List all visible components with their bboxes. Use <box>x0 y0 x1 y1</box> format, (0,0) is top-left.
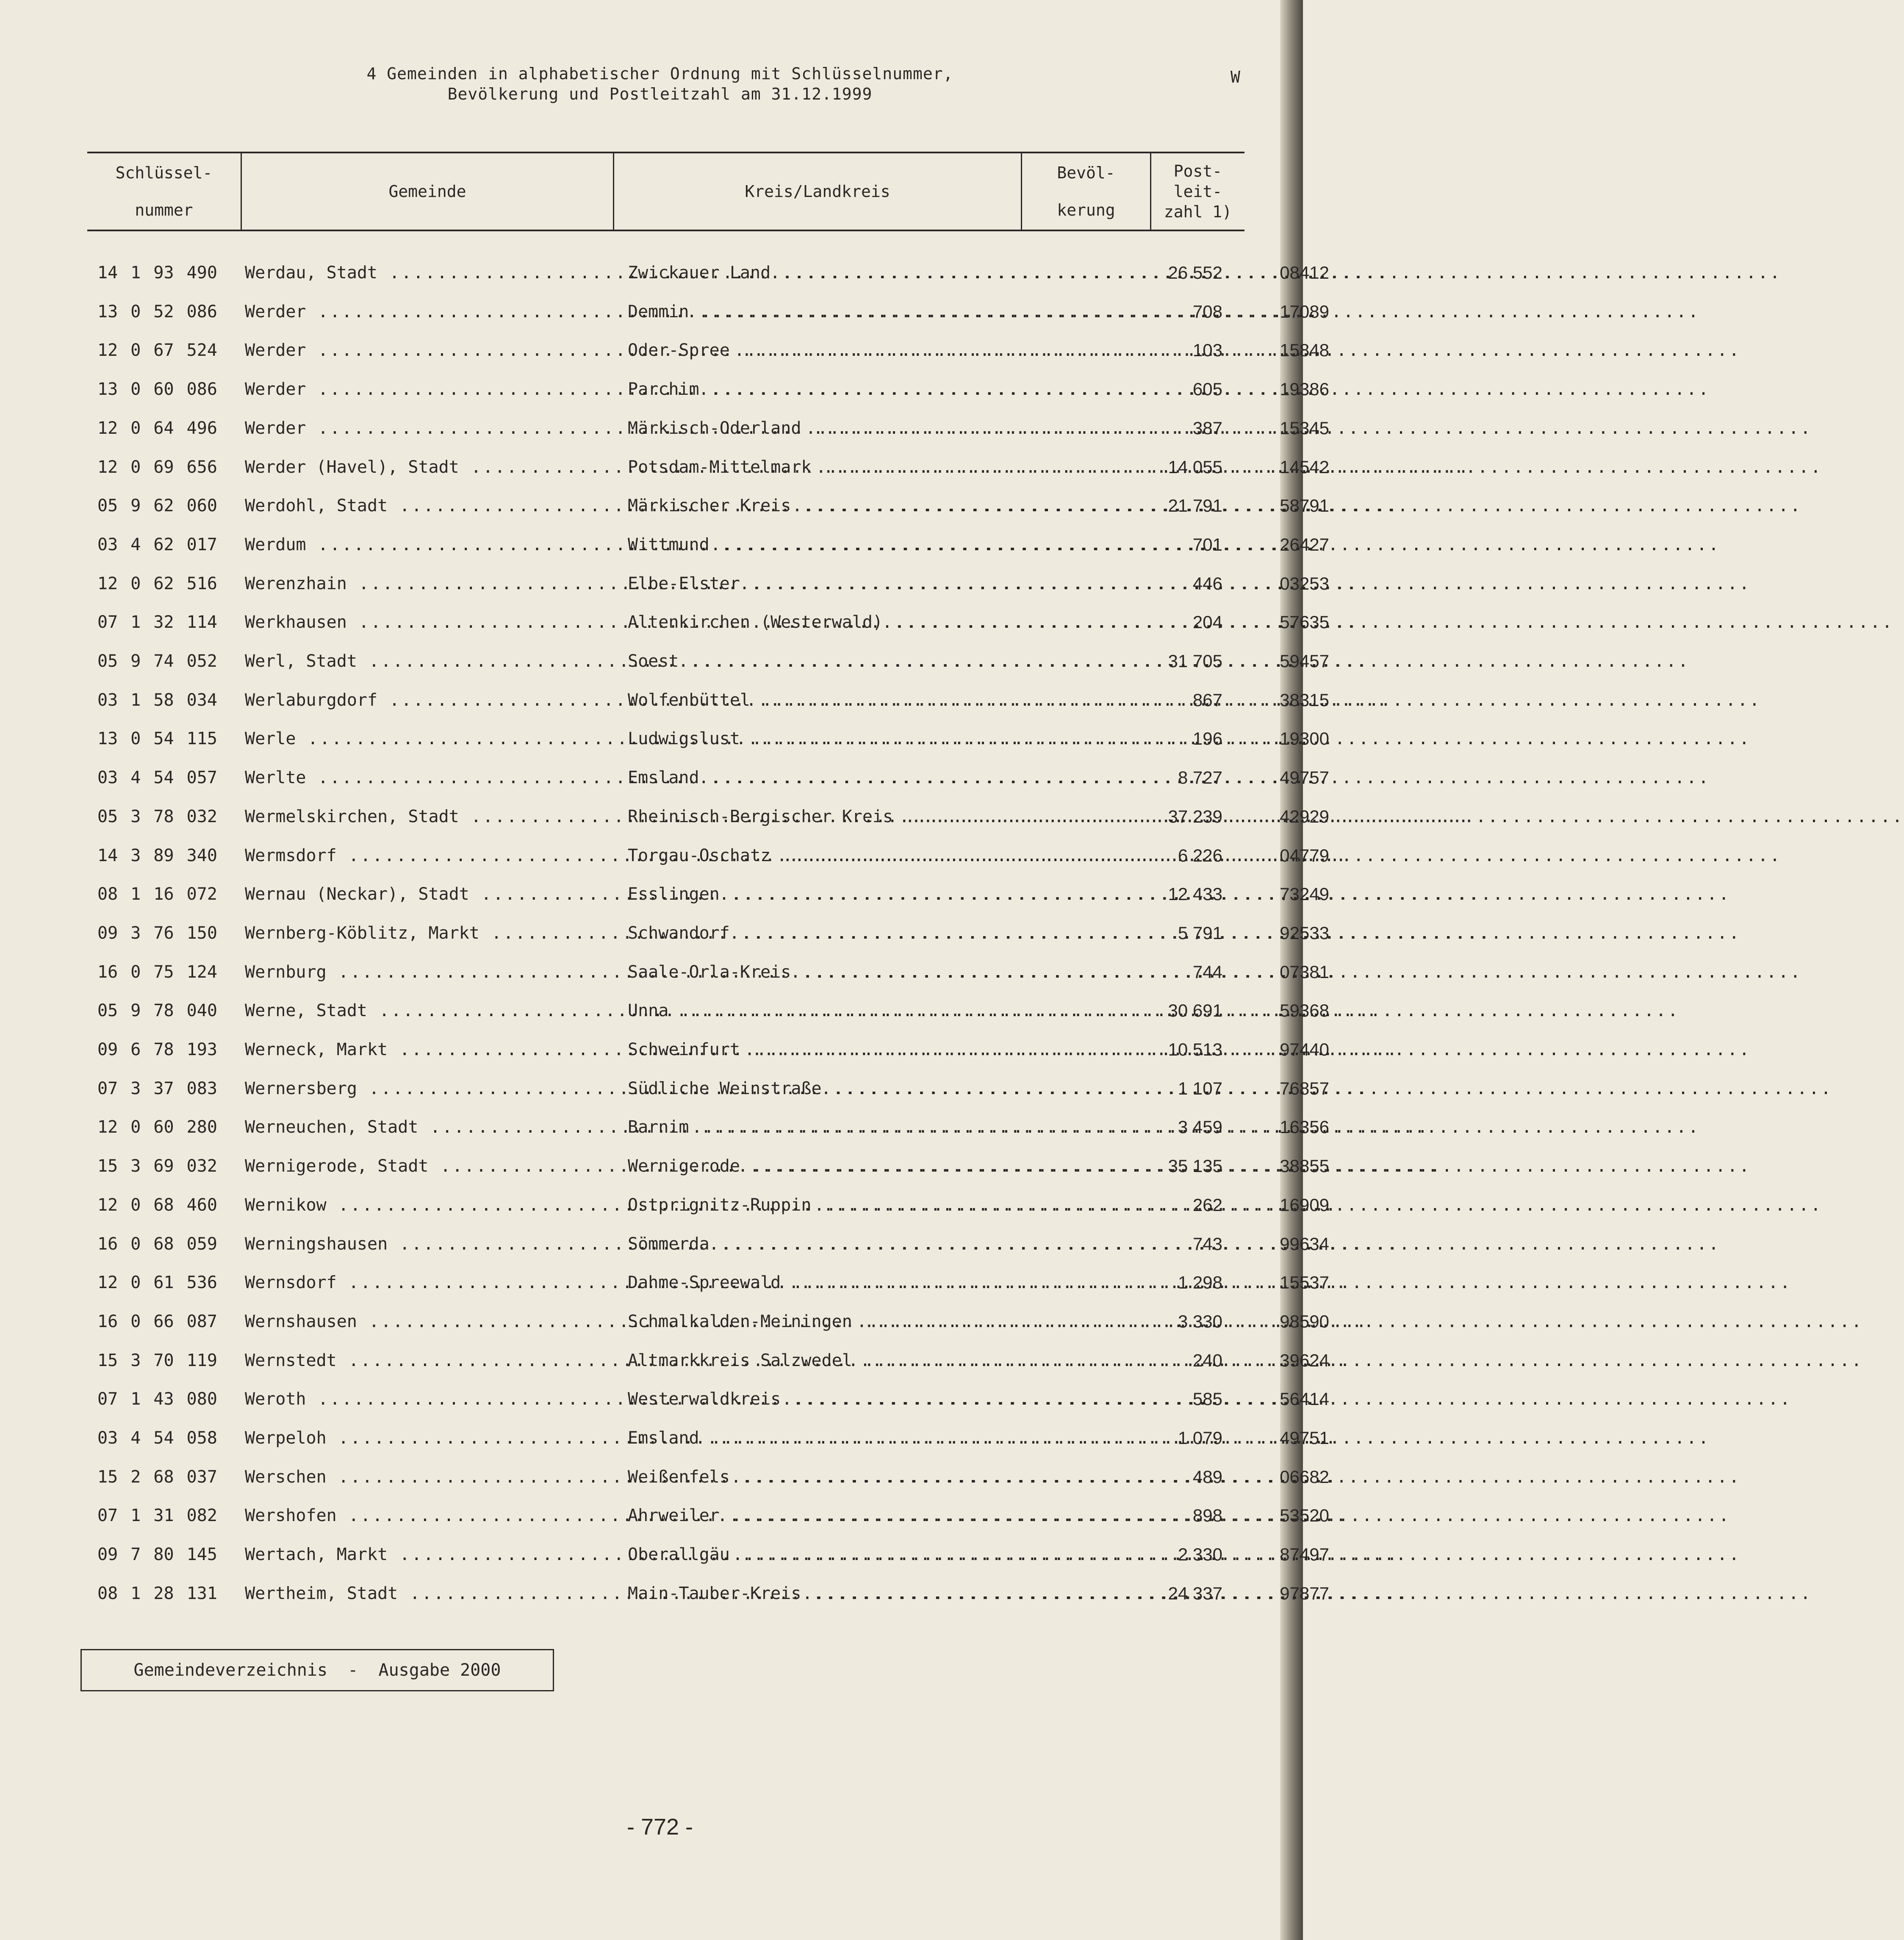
kreis-cell: Westerwaldkreis ..... <box>628 1380 1098 1419</box>
postcode-cell: 97440 <box>1280 1039 1329 1059</box>
name-cell: Werlaburgdorf ..... <box>245 681 596 720</box>
population-cell: 103 <box>1192 340 1222 360</box>
key-cell: 13 0 60 086 <box>97 380 217 399</box>
kreis-cell: Schmalkalden-Meiningen ..... <box>628 1302 1098 1341</box>
population-cell: 605 <box>1192 379 1222 399</box>
key-cell: 03 1 58 034 <box>97 690 217 710</box>
key-cell: 12 0 67 524 <box>97 341 217 360</box>
key-cell: 15 2 68 037 <box>97 1467 217 1487</box>
name-cell: Wernau (Neckar), Stadt ..... <box>245 875 596 914</box>
postcode-cell: 15345 <box>1280 418 1329 438</box>
population-cell: 10 513 <box>1168 1039 1222 1059</box>
population-cell: 743 <box>1192 1233 1222 1254</box>
kreis-cell: Zwickauer Land ..... <box>628 253 1098 292</box>
kreis-cell: Parchim ..... <box>628 370 1098 409</box>
kreis-cell: Altenkirchen (Westerwald) ..... <box>628 603 1098 642</box>
kreis-cell: Torgau-Oschatz ..... <box>628 836 1098 875</box>
population-cell: 2 330 <box>1178 1544 1222 1565</box>
name-cell: Wernersberg ..... <box>245 1069 596 1108</box>
postcode-cell: 87497 <box>1280 1544 1329 1565</box>
postcode-cell: 58791 <box>1280 496 1329 516</box>
kreis-cell: Soest ..... <box>628 642 1098 681</box>
table-row <box>87 370 1329 409</box>
table-row <box>87 758 1329 797</box>
postcode-cell: 03253 <box>1280 573 1329 593</box>
table-row <box>87 991 1329 1030</box>
table-row <box>87 1535 1329 1574</box>
kreis-cell: Rheinisch-Bergischer Kreis ..... <box>628 797 1098 836</box>
key-cell: 09 3 76 150 <box>97 923 217 943</box>
table-row <box>87 448 1329 487</box>
name-cell: Wernburg ..... <box>245 953 596 992</box>
population-cell: 35 135 <box>1168 1156 1222 1176</box>
table-row <box>87 953 1329 992</box>
table-row <box>87 564 1329 603</box>
name-cell: Werdau, Stadt ..... <box>245 253 596 292</box>
postcode-cell: 49757 <box>1280 768 1329 788</box>
table-row <box>87 875 1329 914</box>
key-cell: 13 0 52 086 <box>97 302 217 321</box>
table-row <box>87 1069 1329 1108</box>
kreis-cell: Demmin ..... <box>628 292 1098 331</box>
table-row <box>87 253 1329 292</box>
key-cell: 05 9 74 052 <box>97 651 217 671</box>
key-cell: 15 3 70 119 <box>97 1350 217 1370</box>
name-cell: Wernikow ..... <box>245 1186 596 1225</box>
population-cell: 3 459 <box>1178 1117 1222 1137</box>
table-row <box>87 486 1329 525</box>
postcode-cell: 38315 <box>1280 690 1329 710</box>
postcode-cell: 26427 <box>1280 534 1329 554</box>
kreis-cell: Elbe-Elster ..... <box>628 564 1098 603</box>
postcode-cell: 56414 <box>1280 1389 1329 1409</box>
page-number: - 772 - <box>626 1814 693 1840</box>
population-cell: 708 <box>1192 301 1222 321</box>
name-cell: Werlte ..... <box>245 758 596 797</box>
population-cell: 1 298 <box>1178 1272 1222 1293</box>
kreis-cell: Märkischer Kreis ..... <box>628 486 1098 525</box>
population-cell: 14 055 <box>1168 457 1222 477</box>
key-cell: 09 7 80 145 <box>97 1545 217 1565</box>
name-cell: Wernberg-Köblitz, Markt ..... <box>245 914 596 953</box>
table-row <box>87 409 1329 448</box>
section-letter: W <box>1231 68 1240 86</box>
postcode-cell: 19300 <box>1280 729 1329 749</box>
header-line-2: Bevölkerung und Postleitzahl am 31.12.1999 <box>447 85 873 103</box>
name-cell: Wernigerode, Stadt ..... <box>245 1147 596 1186</box>
name-cell: Werder ..... <box>245 370 596 409</box>
name-cell: Werder ..... <box>245 331 596 370</box>
postcode-cell: 59457 <box>1280 651 1329 671</box>
kreis-cell: Unna ..... <box>628 991 1098 1030</box>
col-plz-header: Post- leit- zahl 1) <box>1164 162 1232 221</box>
kreis-cell: Potsdam-Mittelmark ..... <box>628 448 1098 487</box>
postcode-cell: 59368 <box>1280 1000 1329 1021</box>
postcode-cell: 08412 <box>1280 263 1329 283</box>
table-row <box>87 1419 1329 1458</box>
name-cell: Werdohl, Stadt ..... <box>245 486 596 525</box>
col-kreis-header: Kreis/Landkreis <box>745 182 890 201</box>
key-cell: 07 1 32 114 <box>97 612 217 632</box>
name-cell: Wermelskirchen, Stadt ..... <box>245 797 596 836</box>
kreis-cell: Esslingen ..... <box>628 875 1098 914</box>
table-row <box>87 1341 1329 1380</box>
table-header <box>87 152 1244 231</box>
key-cell: 15 3 69 032 <box>97 1156 217 1176</box>
table-row <box>87 914 1329 953</box>
postcode-cell: 15848 <box>1280 340 1329 360</box>
population-cell: 898 <box>1192 1505 1222 1526</box>
kreis-cell: Saale-Orla-Kreis ..... <box>628 953 1098 992</box>
key-cell: 07 1 43 080 <box>97 1389 217 1409</box>
population-cell: 21 791 <box>1168 496 1222 516</box>
footer-edition-box: Gemeindeverzeichnis - Ausgabe 2000 <box>80 1649 554 1691</box>
population-cell: 26 552 <box>1168 263 1222 283</box>
key-cell: 12 0 60 280 <box>97 1117 217 1137</box>
table-row <box>87 1108 1329 1147</box>
name-cell: Werder (Havel), Stadt ..... <box>245 448 596 487</box>
kreis-cell: Wittmund ..... <box>628 525 1098 564</box>
table-row <box>87 1030 1329 1069</box>
postcode-cell: 99634 <box>1280 1233 1329 1254</box>
table-row <box>87 1380 1329 1419</box>
population-cell: 12 433 <box>1168 884 1222 904</box>
postcode-cell: 92533 <box>1280 923 1329 943</box>
key-cell: 03 4 54 058 <box>97 1428 217 1448</box>
table-row <box>87 1458 1329 1497</box>
population-cell: 30 691 <box>1168 1000 1222 1021</box>
table-row <box>87 1496 1329 1535</box>
kreis-cell: Main-Tauber-Kreis ..... <box>628 1574 1098 1613</box>
kreis-cell: Emsland ..... <box>628 758 1098 797</box>
population-cell: 240 <box>1192 1350 1222 1370</box>
kreis-cell: Ahrweiler ..... <box>628 1496 1098 1535</box>
kreis-cell: Altmarkkreis Salzwedel ..... <box>628 1341 1098 1380</box>
table-row <box>87 719 1329 758</box>
population-cell: 446 <box>1192 573 1222 593</box>
kreis-cell: Schwandorf ..... <box>628 914 1098 953</box>
kreis-cell: Ludwigslust ..... <box>628 719 1098 758</box>
key-cell: 03 4 54 057 <box>97 768 217 788</box>
kreis-cell: Barnim ..... <box>628 1108 1098 1147</box>
postcode-cell: 15537 <box>1280 1272 1329 1293</box>
table-row <box>87 525 1329 564</box>
postcode-cell: 49751 <box>1280 1428 1329 1448</box>
postcode-cell: 73249 <box>1280 884 1329 904</box>
kreis-cell: Sömmerda ..... <box>628 1225 1098 1264</box>
population-cell: 8 727 <box>1178 768 1222 788</box>
population-cell: 37 239 <box>1168 806 1222 826</box>
kreis-cell: Wernigerode ..... <box>628 1147 1098 1186</box>
table-row <box>87 1147 1329 1186</box>
postcode-cell: 19386 <box>1280 379 1329 399</box>
kreis-cell: Oberallgäu ..... <box>628 1535 1098 1574</box>
page-header <box>0 64 1303 104</box>
table-row <box>87 1186 1329 1225</box>
table-row <box>87 331 1329 370</box>
name-cell: Werningshausen ..... <box>245 1225 596 1264</box>
population-cell: 24 337 <box>1168 1583 1222 1603</box>
kreis-cell: Ostprignitz-Ruppin ..... <box>628 1186 1098 1225</box>
name-cell: Werder ..... <box>245 409 596 448</box>
key-cell: 05 9 62 060 <box>97 496 217 516</box>
population-cell: 701 <box>1192 534 1222 554</box>
population-cell: 867 <box>1192 690 1222 710</box>
name-cell: Werle ..... <box>245 719 596 758</box>
postcode-cell: 04779 <box>1280 845 1329 865</box>
col-pop-header: Bevöl- kerung <box>1057 164 1115 219</box>
table-row <box>87 681 1329 720</box>
name-cell: Weroth ..... <box>245 1380 596 1419</box>
kreis-cell: Oder-Spree ..... <box>628 331 1098 370</box>
postcode-cell: 97877 <box>1280 1583 1329 1603</box>
name-cell: Werenzhain ..... <box>245 564 596 603</box>
key-cell: 12 0 62 516 <box>97 574 217 593</box>
population-cell: 744 <box>1192 962 1222 982</box>
key-cell: 05 3 78 032 <box>97 806 217 826</box>
name-cell: Wernshausen ..... <box>245 1302 596 1341</box>
population-cell: 489 <box>1192 1466 1222 1487</box>
header-line-1: 4 Gemeinden in alphabetischer Ordnung mit Schlüsselnummer, <box>366 64 953 83</box>
table-row <box>87 642 1329 681</box>
postcode-cell: 38855 <box>1280 1156 1329 1176</box>
name-cell: Werkhausen ..... <box>245 603 596 642</box>
table-row <box>87 1225 1329 1264</box>
kreis-cell: Emsland ..... <box>628 1419 1098 1458</box>
municipality-table <box>87 152 1329 1603</box>
postcode-cell: 98590 <box>1280 1311 1329 1331</box>
col-name-header: Gemeinde <box>388 182 466 201</box>
key-cell: 09 6 78 193 <box>97 1040 217 1059</box>
postcode-cell: 39624 <box>1280 1350 1329 1370</box>
name-cell: Wermsdorf ..... <box>245 836 596 875</box>
name-cell: Werneck, Markt ..... <box>245 1030 596 1069</box>
kreis-cell: Schweinfurt ..... <box>628 1030 1098 1069</box>
population-cell: 387 <box>1192 418 1222 438</box>
population-cell: 1 107 <box>1178 1078 1222 1098</box>
population-cell: 585 <box>1192 1389 1222 1409</box>
name-cell: Werne, Stadt ..... <box>245 991 596 1030</box>
kreis-cell: Märkisch-Oderland ..... <box>628 409 1098 448</box>
key-cell: 12 0 69 656 <box>97 457 217 477</box>
table-row <box>87 1263 1329 1302</box>
postcode-cell: 06682 <box>1280 1466 1329 1487</box>
key-cell: 12 0 61 536 <box>97 1273 217 1293</box>
key-cell: 12 0 64 496 <box>97 418 217 438</box>
kreis-cell: Wolfenbüttel ..... <box>628 681 1098 720</box>
key-cell: 08 1 16 072 <box>97 884 217 904</box>
postcode-cell: 76857 <box>1280 1078 1329 1098</box>
name-cell: Werder ..... <box>245 292 596 331</box>
table-row <box>87 292 1329 331</box>
population-cell: 196 <box>1192 729 1222 749</box>
population-cell: 31 705 <box>1168 651 1222 671</box>
table-row <box>87 1302 1329 1341</box>
population-cell: 1 079 <box>1178 1428 1222 1448</box>
postcode-cell: 42929 <box>1280 806 1329 826</box>
key-cell: 13 0 54 115 <box>97 729 217 749</box>
table-row <box>87 797 1329 836</box>
postcode-cell: 17089 <box>1280 301 1329 321</box>
kreis-cell: Südliche Weinstraße ..... <box>628 1069 1098 1108</box>
population-cell: 6 226 <box>1178 845 1222 865</box>
table-row <box>87 603 1329 642</box>
name-cell: Werpeloh ..... <box>245 1419 596 1458</box>
name-cell: Werschen ..... <box>245 1458 596 1497</box>
col-key-header: Schlüssel- nummer <box>115 164 213 219</box>
key-cell: 03 4 62 017 <box>97 535 217 554</box>
postcode-cell: 07381 <box>1280 962 1329 982</box>
kreis-cell: Dahme-Spreewald ..... <box>628 1263 1098 1302</box>
table-row <box>87 1574 1329 1613</box>
name-cell: Werdum ..... <box>245 525 596 564</box>
postcode-cell: 57635 <box>1280 612 1329 632</box>
key-cell: 05 9 78 040 <box>97 1001 217 1021</box>
name-cell: Wershofen ..... <box>245 1496 596 1535</box>
postcode-cell: 16356 <box>1280 1117 1329 1137</box>
name-cell: Werl, Stadt ..... <box>245 642 596 681</box>
key-cell: 08 1 28 131 <box>97 1583 217 1603</box>
table-row <box>87 836 1329 875</box>
key-cell: 16 0 66 087 <box>97 1311 217 1331</box>
name-cell: Wertheim, Stadt ..... <box>245 1574 596 1613</box>
key-cell: 07 1 31 082 <box>97 1506 217 1526</box>
key-cell: 12 0 68 460 <box>97 1195 217 1215</box>
kreis-cell: Weißenfels ..... <box>628 1458 1098 1497</box>
key-cell: 14 1 93 490 <box>97 263 217 283</box>
name-cell: Wertach, Markt ..... <box>245 1535 596 1574</box>
population-cell: 262 <box>1192 1194 1222 1215</box>
name-cell: Wernstedt ..... <box>245 1341 596 1380</box>
key-cell: 16 0 68 059 <box>97 1234 217 1254</box>
population-cell: 5 791 <box>1178 923 1222 943</box>
postcode-cell: 53520 <box>1280 1505 1329 1526</box>
postcode-cell: 14542 <box>1280 457 1329 477</box>
population-cell: 204 <box>1192 612 1222 632</box>
population-cell: 3 330 <box>1178 1311 1222 1331</box>
key-cell: 16 0 75 124 <box>97 962 217 982</box>
key-cell: 14 3 89 340 <box>97 845 217 865</box>
name-cell: Wernsdorf ..... <box>245 1263 596 1302</box>
postcode-cell: 16909 <box>1280 1194 1329 1215</box>
key-cell: 07 3 37 083 <box>97 1078 217 1098</box>
name-cell: Werneuchen, Stadt ..... <box>245 1108 596 1147</box>
